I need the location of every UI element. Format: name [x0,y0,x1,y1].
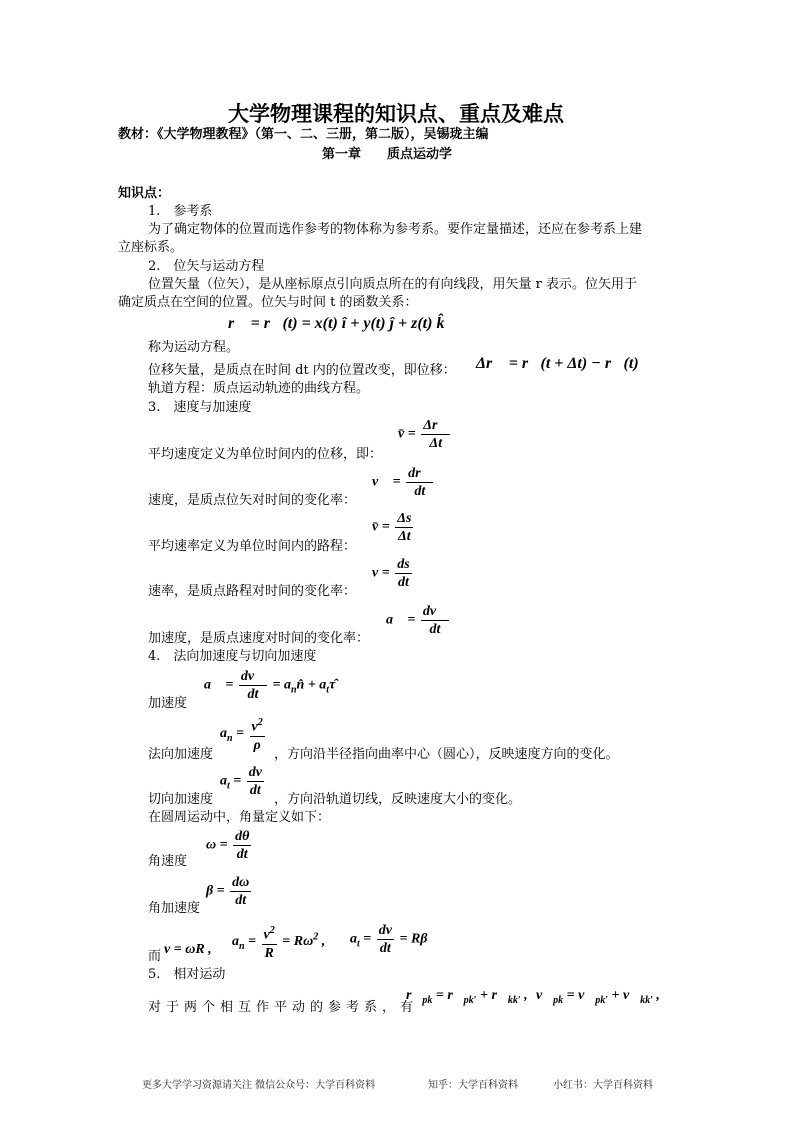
equation-motion: r⃗ = r⃗(t) = x(t) î + y(t) ĵ + z(t) k̂ [228,315,445,332]
footer-right: 小红书：大学百科资料 [553,1080,653,1091]
relative-velocity-equation: $v⃗_{pk}$ = $v⃗_{pk'}$ + $v⃗_{kk'}$ , [536,988,660,1006]
item-2-heading: 2. 位矢与运动方程 [148,259,265,274]
item-2-text-line4: 位移矢量，是质点在时间 dt 内的位置改变，即位移： [148,363,456,378]
relative-position-equation: $r⃗_{pk}$ = $r⃗_{pk'}$ + $r⃗_{kk'}$ , [406,988,528,1006]
tangential-acceleration-equation: $a_t$ = $\frac{dv}{dt}$ [220,765,262,798]
textbook-info: 教材：《大学物理教程》（第一、二、三册，第二版），吴锡珑主编 [118,127,489,142]
item-2-text-line3: 称为运动方程。 [148,340,240,355]
item-1-text-line1: 为了确定物体的位置而选作参考的物体称为参考系。要作定量描述，还应在参考系上建 [148,222,643,237]
tangential-acc-circular: $a_t$ = $\frac{dv}{dt}$ = Rβ [350,923,428,956]
avg-velocity-equation: v̄ = $\frac{\Delta r⃗}{\Delta t}$ [398,418,449,451]
avg-speed-equation: v̄ = $\frac{\Delta s}{\Delta t}$ [372,511,412,544]
item-1-heading: 1. 参考系 [148,204,213,219]
page-title: 大学物理课程的知识点、重点及难点 [228,102,564,126]
item-2-text-line1: 位置矢量（位矢），是从座标原点引向质点所在的有向线段，用矢量 r 表示。位矢用于 [148,277,637,292]
speed-text: 速率，是质点路程对时间的变化率： [148,584,357,599]
item-1-text-line2: 立座标系。 [118,240,184,255]
normal-acceleration-desc: ，方向沿半径指向曲率中心（圆心），反映速度方向的变化。 [274,747,619,762]
angular-acceleration-equation: β = $\frac{d\omega}{dt}$ [206,875,250,908]
item-2-text-line2: 确定质点在空间的位置。位矢与时间 t 的函数关系： [118,295,418,310]
velocity-equation: v⃗ = $\frac{dr⃗}{dt}$ [372,466,432,499]
normal-acceleration-equation: $a_n$ = $\frac{v^2}{\rho}$ [220,714,267,754]
normal-acceleration-label: 法向加速度 [148,747,214,762]
item-5-heading: 5. 相对运动 [148,967,226,982]
item-4-heading: 4. 法向加速度与切向加速度 [148,649,317,664]
footer-left: 更多大学学习资源请关注 微信公众号：大学百科资料 [142,1080,376,1091]
avg-speed-text: 平均速率定义为单位时间内的路程： [148,539,357,554]
relative-motion-text: 对于两个相互作平动的参考系，有 [148,1000,419,1015]
footer-middle: 知乎：大学百科资料 [428,1080,518,1091]
item-2-text-line5: 轨道方程：质点运动轨迹的曲线方程。 [148,381,370,396]
and-label: 而 [148,949,162,964]
normal-acc-circular: $a_n$ = $\frac{v^2}{R}$ = $R\omega^2$ , [232,922,325,962]
equation-displacement: Δr⃗ = r⃗(t + Δt) − r⃗(t) [476,355,639,372]
section-heading: 知识点： [118,186,171,201]
acceleration-label: 加速度 [148,696,188,711]
speed-equation: v = $\frac{ds}{dt}$ [372,557,410,590]
angular-velocity-label: 角速度 [148,854,188,869]
tangential-acceleration-label: 切向加速度 [148,792,214,807]
angular-acceleration-label: 角加速度 [148,901,201,916]
acceleration-equation: a⃗ = $\frac{dv⃗}{dt}$ [386,604,447,637]
angular-velocity-equation: ω = $\frac{d\theta}{dt}$ [206,829,250,862]
acceleration-text: 加速度，是质点速度对时间的变化率： [148,631,370,646]
velocity-text: 速度，是质点位矢对时间的变化率： [148,493,357,508]
circular-motion-text: 在圆周运动中，角量定义如下： [148,810,331,825]
linear-angular-relation: v = ωR , [164,942,212,957]
acceleration-decomposition: a⃗ = $\frac{dv⃗}{dt}$ = $a_nn̂$ + $a_t\taû$ [204,669,336,702]
item-3-heading: 3. 速度与加速度 [148,400,252,415]
chapter-title: 第一章 质点运动学 [322,147,453,162]
tangential-acceleration-desc: ，方向沿轨道切线，反映速度大小的变化。 [274,792,522,807]
avg-velocity-text: 平均速度定义为单位时间内的位移，即： [148,447,383,462]
